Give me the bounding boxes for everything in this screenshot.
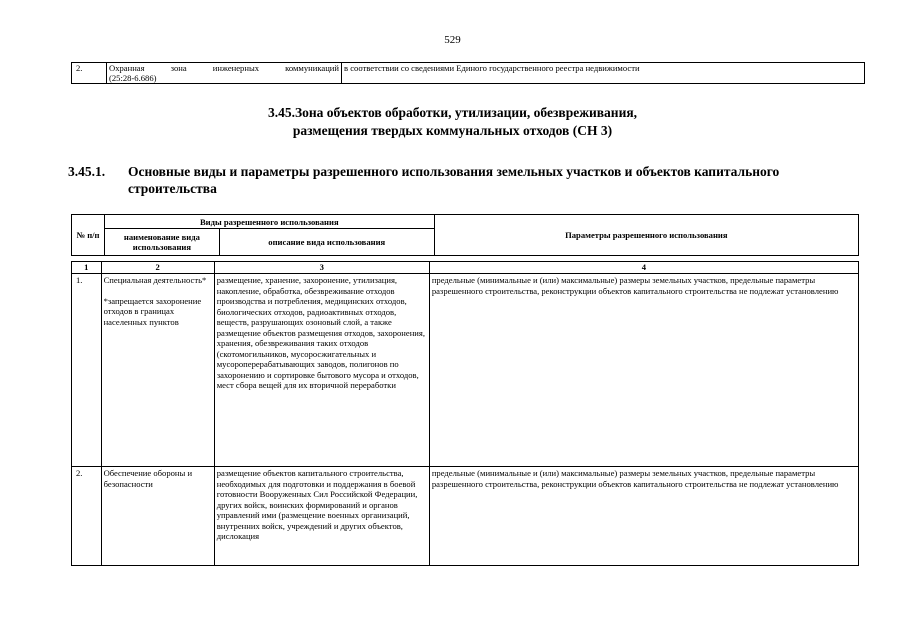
row-name: Обеспечение обороны и безопасности — [101, 467, 214, 566]
subsection-title: Основные виды и параметры разрешенного использования земельных участков и объектов капитального строительства — [128, 164, 780, 196]
row-description: размещение объектов капитального строительства, необходимых для подготовки и поддержания в боевой готовности Вооруженных Сил Российской Федерации, других войск, воинских формирований и органов управлений ими (размещение военных организаций, внутренних войск, учреждений и других объектов, дислокация — [214, 467, 429, 566]
col-number-2: 2 — [101, 262, 214, 274]
row-number: 1. — [72, 274, 102, 467]
section-title-line1: 3.45.Зона объектов обработки, утилизации, обезвреживания, — [267, 105, 638, 120]
row-params: предельные (минимальные и (или) максимальные) размеры земельных участков, предельные параметры разрешенного строительства, реконструкции объектов капитального строительства не подлежат установлению — [429, 274, 858, 467]
header-name: наименование вида использования — [104, 229, 219, 256]
row-name-line1: Охранная зона инженерных коммуникаций — [109, 63, 339, 73]
header-num: № п/п — [72, 215, 105, 256]
col-number-3: 3 — [214, 262, 429, 274]
table-row — [72, 467, 859, 566]
column-numbers-row — [72, 262, 859, 274]
row-name: Специальная деятельность* — [103, 275, 207, 285]
row-number: 2. — [72, 467, 102, 566]
row-name — [107, 63, 342, 84]
section-title — [0, 104, 905, 140]
row-value: в соответствии со сведениями Единого государственного реестра недвижимости — [342, 63, 865, 84]
header-group: Виды разрешенного использования — [104, 215, 434, 229]
subsection-number: 3.45.1. — [68, 164, 106, 179]
row-number: 2. — [72, 63, 107, 84]
page-number: 529 — [444, 34, 461, 46]
col-number-4: 4 — [429, 262, 858, 274]
table-row — [72, 63, 865, 84]
row-name-line2: (25:28-6.686) — [109, 73, 157, 83]
main-table — [71, 261, 859, 566]
section-title-line2: размещения твердых коммунальных отходов (СН 3) — [292, 123, 613, 138]
row-params: предельные (минимальные и (или) максимальные) размеры земельных участков, предельные параметры разрешенного строительства, реконструкции объектов капитального строительства не подлежат установлению — [429, 467, 858, 566]
row-note: *запрещается захоронение отходов в границах населенных пунктов — [103, 295, 202, 327]
col-number-1: 1 — [72, 262, 102, 274]
table-row — [72, 274, 859, 467]
row-name-cell — [101, 274, 214, 467]
header-params: Параметры разрешенного использования — [434, 215, 858, 256]
header-desc: описание вида использования — [219, 229, 434, 256]
previous-table-fragment — [71, 62, 865, 84]
row-description: размещение, хранение, захоронение, утилизация, накопление, обработка, обезвреживание отходов производства и потребления, медицинских отходов, биологических отходов, радиоактивных отходов, веществ, разрушающих озоновый слой, а также размещение объектов размещения отходов, захоронения, хранения, обезвреживания таких отходов (скотомогильников, мусоросжигательных и мусороперерабатывающих заводов, полигонов по захоронению и сортировке бытового мусора и отходов, мест сбора вещей для их вторичной переработки — [214, 274, 429, 467]
table-header — [71, 214, 859, 256]
